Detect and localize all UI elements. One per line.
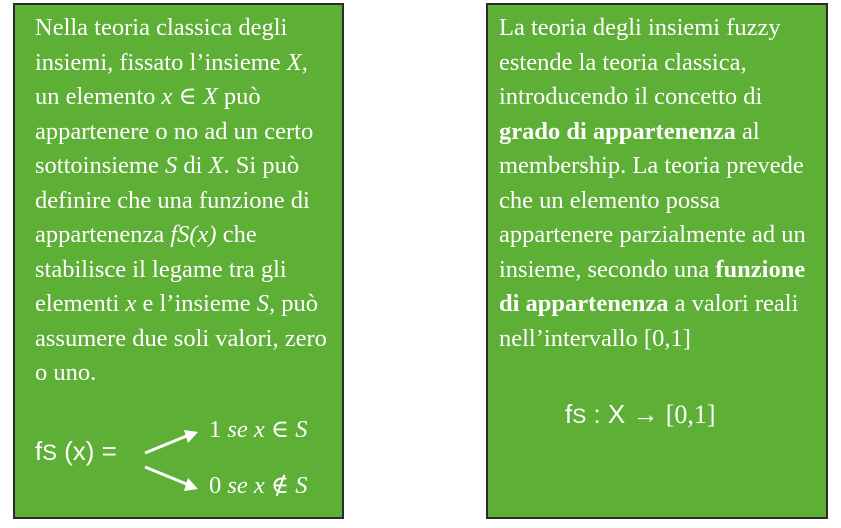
left-segment-10: . Si può definire che una funzione di appartenenza [35,152,310,248]
left-segment-11: fS(x) [170,221,217,248]
right-segment-2: al membership. La teoria prevede che un elemento possa appartenere parzialmente ad un insieme, secondo una [499,117,806,283]
case-one-op: ∈ [264,416,296,443]
left-segment-8: di [177,152,209,179]
right-segment-0: La teoria degli insiemi fuzzy estende la teoria classica, introducendo il concetto di [499,14,781,110]
mapping-f: f [565,399,573,429]
left-segment-15: S, [256,290,276,317]
left-segment-12: che stabilisce il legame tra gli elementi [35,221,287,317]
left-segment-3: x [161,83,173,110]
left-segment-7: S [164,152,178,179]
left-segment-9: X [208,152,224,179]
mapping-rest: : X → [586,399,666,429]
case-zero [209,469,307,504]
case-one-value: 1 [209,416,228,443]
case-one-cond: se x [227,416,265,443]
mapping-interval: [0,1] [665,400,716,429]
left-segment-1: X, [286,48,308,76]
case-zero-set: S [295,472,308,499]
left-segment-0: Nella teoria classica degli insiemi, fissato l’insieme [35,14,288,76]
right-paragraph [499,11,818,356]
right-segment-1: grado di appartenenza [499,117,736,145]
case-one-set: S [295,416,308,443]
formula-lhs-sub: S [42,440,57,465]
branch-arrows-icon [143,413,203,503]
left-paragraph [35,11,332,391]
left-segment-5: X [202,83,218,110]
right-text-box [486,3,828,519]
left-segment-2: un elemento [35,83,162,110]
left-text-box [13,3,344,519]
case-one [209,413,307,448]
left-segment-14: e l’insieme [136,290,257,317]
case-zero-cond: se x [227,472,265,499]
membership-function-formula [35,413,335,503]
left-segment-16: può assumere due soli valori, zero o uno. [35,290,327,386]
case-zero-op: ∉ [264,472,296,499]
formula-lhs [35,434,117,471]
left-segment-6: può appartenere o no ad un certo sottoinsieme [35,83,314,179]
left-segment-13: x [125,290,137,317]
case-zero-value: 0 [209,472,228,499]
right-segment-3: funzione di appartenenza [499,255,806,317]
formula-lhs-rest: (x) = [56,436,117,466]
fuzzy-mapping-formula [565,397,716,435]
left-segment-4: ∈ [172,83,203,110]
right-segment-4: a valori reali nell’intervallo [0,1] [499,290,799,352]
formula-lhs-f: f [35,436,43,466]
mapping-sub: S [572,405,587,428]
